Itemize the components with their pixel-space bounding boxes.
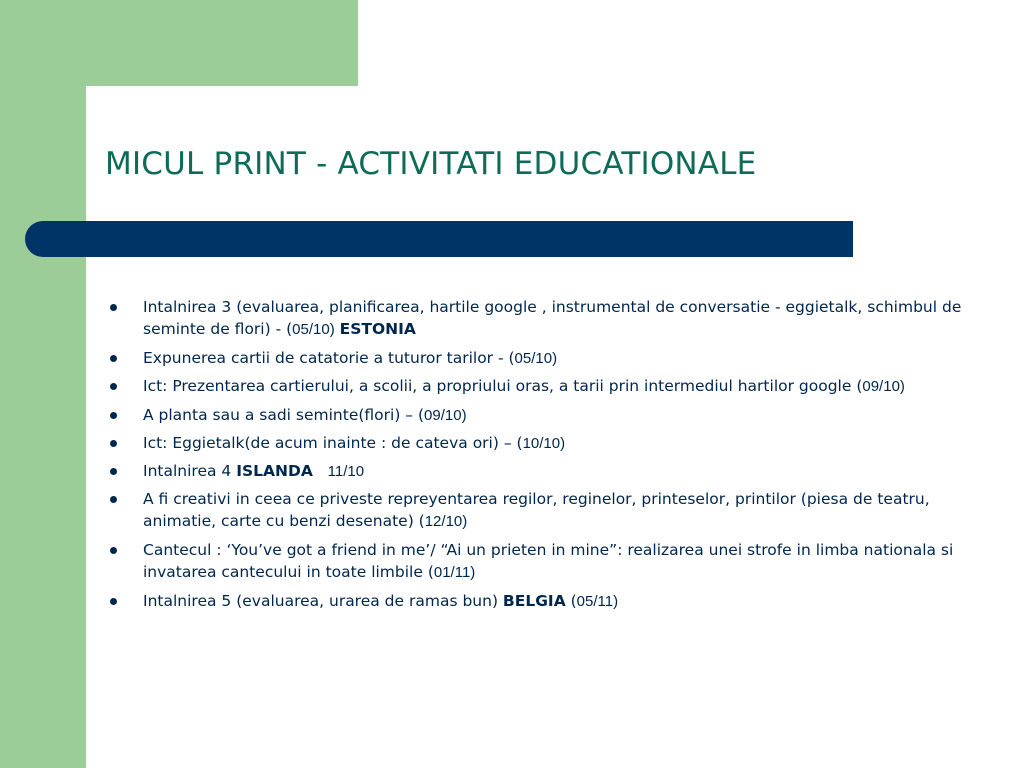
item-date: 12/10) xyxy=(424,513,468,530)
bullet-icon xyxy=(110,440,117,447)
list-item xyxy=(108,539,968,584)
slide-title: MICUL PRINT - ACTIVITATI EDUCATIONALE xyxy=(105,146,757,182)
bullet-icon xyxy=(110,412,117,419)
item-separator: ( xyxy=(565,592,577,610)
item-date: 05/10) xyxy=(292,321,335,338)
bullet-icon xyxy=(110,355,117,362)
item-text: Ict: Prezentarea cartierului, a scolii, a propriului oras, a tarii prin intermediul hartilor google ( xyxy=(143,377,863,395)
list-item xyxy=(108,347,968,370)
bullet-icon xyxy=(110,468,117,475)
item-text: Cantecul : ‘You’ve got a friend in me’/ “Ai un prieten in mine”: realizarea unei strofe in limba nationala si invatarea cantecului in toate limbile ( xyxy=(143,541,954,581)
background-green-left xyxy=(0,0,86,768)
title-underline-bar xyxy=(25,221,853,257)
bullet-icon xyxy=(110,547,117,554)
item-date: 09/10) xyxy=(862,378,905,395)
item-date: 09/10) xyxy=(424,407,467,424)
bullet-icon xyxy=(110,598,117,605)
background-green-top xyxy=(0,0,358,86)
item-text: Intalnirea 4 xyxy=(143,462,237,480)
item-date: 05/10) xyxy=(514,350,558,367)
item-text: A fi creativi in ceea ce priveste repreyentarea regilor, reginelor, printeselor, printilor (piesa de teatru, animatie, carte cu benzi desenate) ( xyxy=(143,490,930,530)
item-text: Intalnirea 3 (evaluarea, planificarea, hartile google , instrumental de conversatie - eggietalk, schimbul de seminte de flori) - ( xyxy=(143,298,962,338)
item-date: 05/11) xyxy=(576,593,619,610)
item-text: A planta sau a sadi seminte(flori) – ( xyxy=(143,406,425,424)
list-item xyxy=(108,488,968,533)
item-country: BELGIA xyxy=(502,592,566,610)
list-item xyxy=(108,404,968,427)
item-date: 01/11) xyxy=(433,564,476,581)
item-country: ISLANDA xyxy=(236,462,313,480)
item-date: 10/10) xyxy=(522,435,566,452)
item-text: Intalnirea 5 (evaluarea, urarea de ramas bun) xyxy=(143,592,503,610)
list-item xyxy=(108,375,968,398)
bullet-icon xyxy=(110,496,117,503)
list-item xyxy=(108,590,968,613)
bullet-icon xyxy=(110,304,117,311)
bullet-icon xyxy=(110,383,117,390)
item-text: Ict: Eggietalk(de acum inainte : de cateva ori) – ( xyxy=(143,434,523,452)
item-country: ESTONIA xyxy=(339,320,416,338)
item-text: Expunerea cartii de catatorie a tuturor tarilor - ( xyxy=(143,349,515,367)
list-item xyxy=(108,296,968,341)
list-item xyxy=(108,432,968,455)
list-item xyxy=(108,460,968,483)
activity-list xyxy=(108,296,968,618)
item-date: 11/10 xyxy=(327,463,365,480)
